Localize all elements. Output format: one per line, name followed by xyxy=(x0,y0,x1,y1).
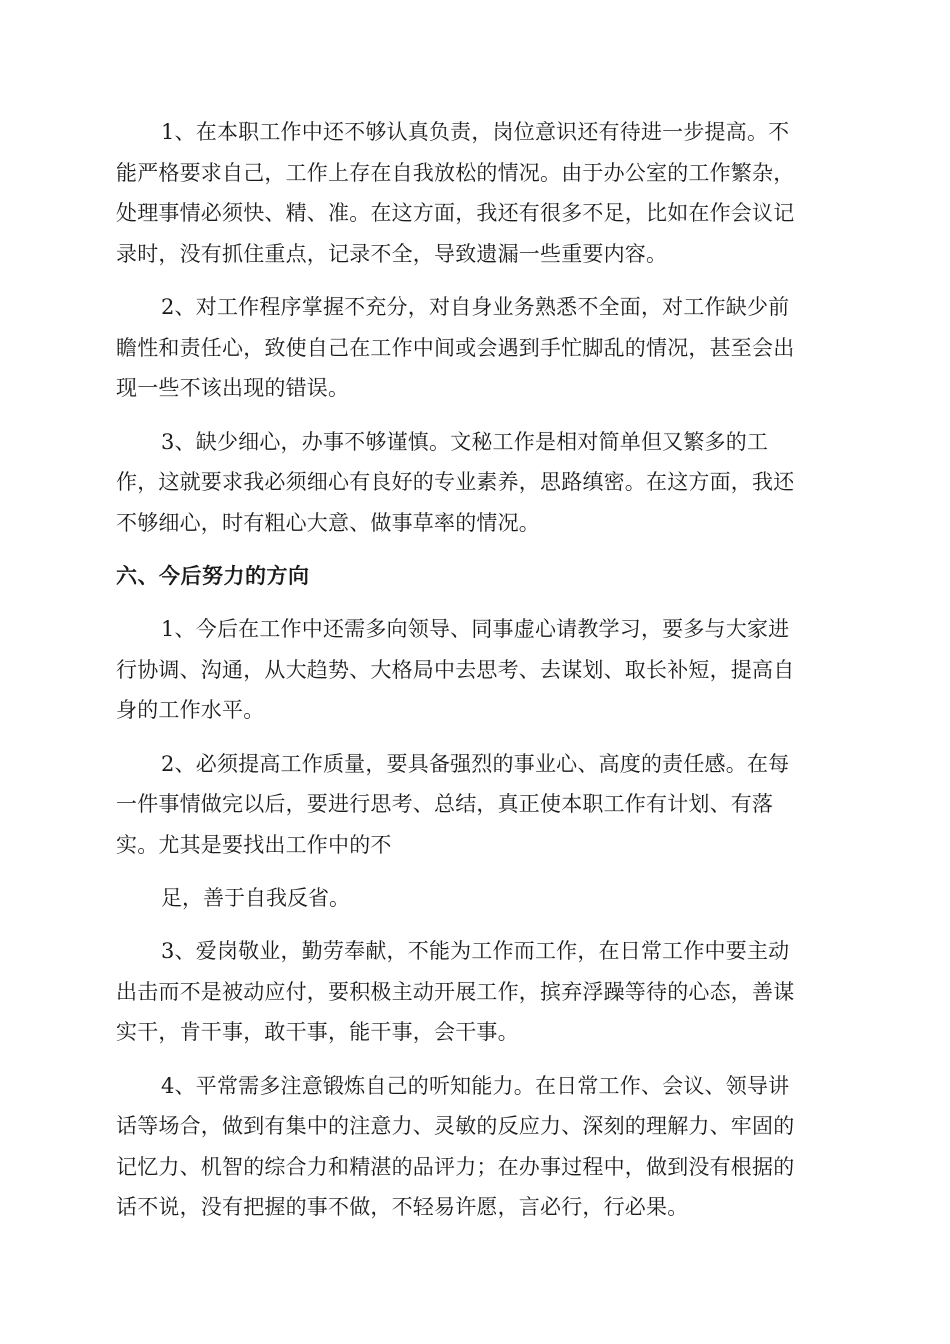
text-line: 不够细心，时有粗心大意、做事草率的情况。 xyxy=(116,510,540,535)
text-line: 1、今后在工作中还需多向领导、同事虚心请教学习，要多与大家进 xyxy=(161,617,790,641)
text-line: 3、缺少细心，办事不够谨慎。文秘工作是相对简单但又繁多的工 xyxy=(161,429,769,454)
paragraph-direction-1 xyxy=(116,609,836,731)
text-line: 4、平常需多注意锻炼自己的听知能力。在日常工作、会议、领导讲 xyxy=(161,1073,790,1098)
paragraph-direction-3 xyxy=(116,931,836,1053)
paragraph-direction-2-continued: 足，善于自我反省。 xyxy=(161,886,350,910)
paragraph-direction-2 xyxy=(116,744,836,866)
text-line: 现一些不该出现的错误。 xyxy=(116,376,350,400)
text-line: 出击而不是被动应付，要积极主动开展工作，摈弃浮躁等待的心态，善谋 xyxy=(116,979,795,1004)
text-line: 能严格要求自己，工作上存在自我放松的情况。由于办公室的工作繁杂， xyxy=(116,160,795,185)
text-line: 话不说，没有把握的事不做，不轻易许愿，言必行，行必果。 xyxy=(116,1195,689,1219)
section-heading: 六、今后努力的方向 xyxy=(116,564,310,588)
paragraph-direction-4 xyxy=(116,1066,836,1228)
text-line: 瞻性和责任心，致使自己在工作中间或会遇到手忙脚乱的情况，甚至会出 xyxy=(116,335,795,360)
text-line: 记忆力、机智的综合力和精湛的品评力；在办事过程中，做到没有根据的 xyxy=(116,1154,795,1179)
text-line: 实。尤其是要找出工作中的不 xyxy=(116,832,392,857)
text-line: 2、对工作程序掌握不充分，对自身业务熟悉不全面，对工作缺少前 xyxy=(161,295,790,319)
text-line: 2、必须提高工作质量，要具备强烈的事业心、高度的责任感。在每 xyxy=(161,751,790,776)
text-line: 录时，没有抓住重点，记录不全，导致遗漏一些重要内容。 xyxy=(116,241,668,266)
paragraph-shortcoming-1 xyxy=(116,112,836,274)
text-line: 1、在本职工作中还不够认真负责，岗位意识还有待进一步提高。不 xyxy=(161,120,790,144)
text-line: 作，这就要求我必须细心有良好的专业素养，思路缜密。在这方面，我还 xyxy=(116,470,795,494)
text-line: 处理事情必须快、精、准。在这方面，我还有很多不足，比如在作会议记 xyxy=(116,201,795,225)
text-line: 实干，肯干事，敢干事，能干事，会干事。 xyxy=(116,1020,519,1044)
text-line: 身的工作水平。 xyxy=(116,698,265,722)
text-line: 行协调、沟通，从大趋势、大格局中去思考、去谋划、取长补短，提高自 xyxy=(116,657,795,682)
document-page xyxy=(116,112,836,1241)
paragraph-shortcoming-3 xyxy=(116,422,836,544)
text-line: 话等场合，做到有集中的注意力、灵敏的反应力、深刻的理解力、牢固的 xyxy=(116,1114,795,1138)
text-line: 一件事情做完以后，要进行思考、总结，真正使本职工作有计划、有落 xyxy=(116,792,774,816)
text-line: 3、爱岗敬业，勤劳奉献，不能为工作而工作，在日常工作中要主动 xyxy=(161,939,790,963)
paragraph-shortcoming-2 xyxy=(116,287,836,409)
